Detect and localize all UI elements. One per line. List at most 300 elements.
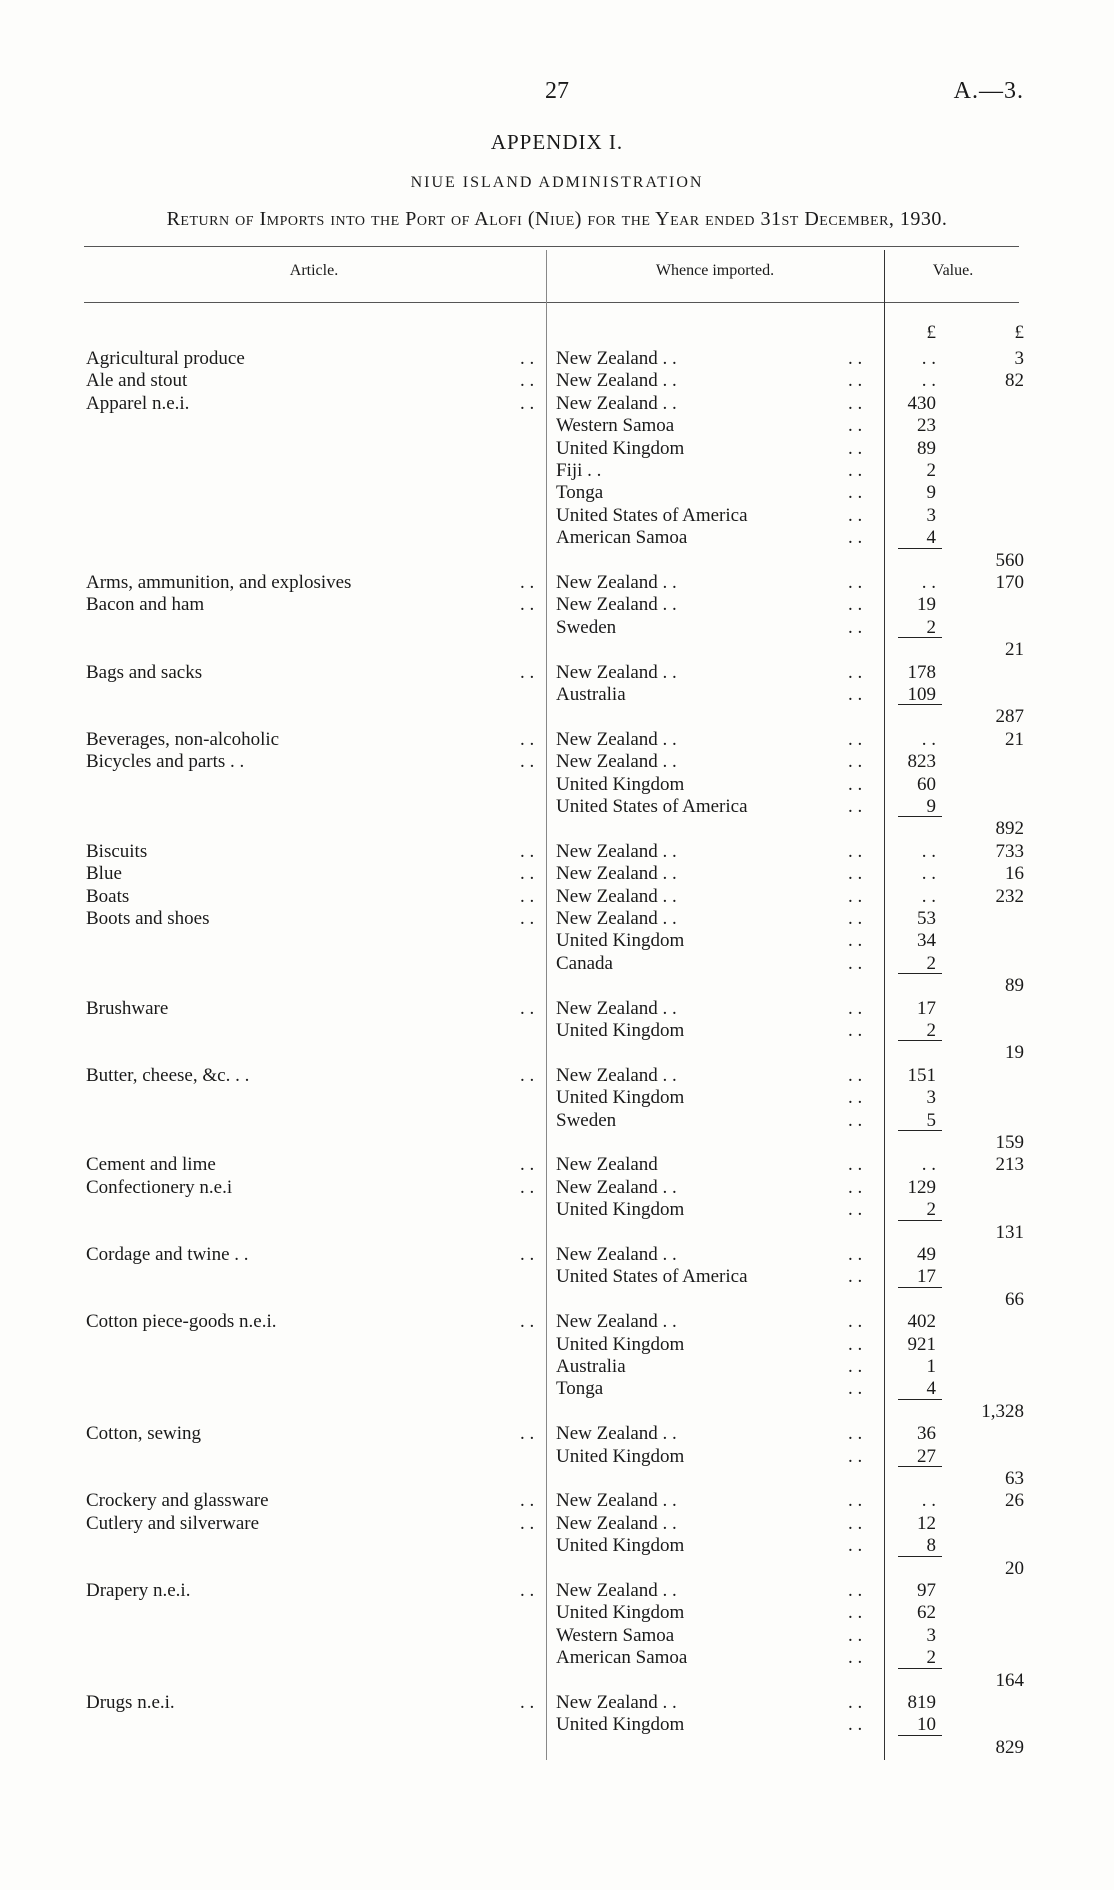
value-total: 560 xyxy=(995,549,1024,571)
value-by-country: 3 xyxy=(926,1087,936,1109)
country-name: United States of America xyxy=(556,504,748,526)
value-by-country: . . xyxy=(921,885,936,907)
country-name: United Kingdom xyxy=(556,1714,685,1736)
country-leader-dots: . . xyxy=(848,1266,863,1288)
value-by-country: 9 xyxy=(926,796,936,817)
country-leader-dots: . . xyxy=(848,1624,863,1646)
country-name: Western Samoa xyxy=(556,1624,675,1646)
table-row xyxy=(0,1692,1114,1714)
subtotal-rule xyxy=(898,637,942,638)
article-name: Butter, cheese, &c. . . xyxy=(86,1064,250,1086)
value-by-country: 4 xyxy=(926,527,936,549)
article-leader-dots: . . xyxy=(520,863,535,885)
country-name: Tonga xyxy=(556,482,604,504)
country-name: New Zealand . . xyxy=(556,1580,677,1601)
subtotal-rule xyxy=(898,1220,942,1221)
article-name: Drapery n.e.i. xyxy=(86,1580,191,1601)
table-row xyxy=(0,908,1114,930)
article-name: Cement and lime xyxy=(86,1154,216,1176)
country-name: Canada xyxy=(556,952,613,974)
article-leader-dots: . . xyxy=(520,1311,535,1333)
country-leader-dots: . . xyxy=(848,415,863,437)
table-row xyxy=(0,1401,1114,1423)
document-reference: A.—3. xyxy=(953,78,1024,104)
country-name: New Zealand . . xyxy=(556,908,677,929)
country-leader-dots: . . xyxy=(848,1647,863,1669)
article-name: Boats xyxy=(86,885,130,907)
article-name: Crockery and glassware xyxy=(86,1490,269,1512)
value-by-country: 49 xyxy=(917,1244,936,1265)
table-row xyxy=(0,370,1114,392)
subtotal-rule xyxy=(898,704,942,705)
value-total: 16 xyxy=(1005,863,1024,885)
country-name: United Kingdom xyxy=(556,1020,685,1041)
value-total: 21 xyxy=(1005,639,1024,661)
table-row xyxy=(0,1714,1114,1736)
article-name: Cordage and twine . . xyxy=(86,1244,249,1265)
table-row xyxy=(0,572,1114,594)
value-by-country: 2 xyxy=(926,1199,936,1221)
table-row xyxy=(0,953,1114,975)
value-total: 287 xyxy=(995,706,1024,728)
country-leader-dots: . . xyxy=(848,504,863,526)
article-name: Boots and shoes xyxy=(86,908,210,929)
table-row xyxy=(0,393,1114,415)
value-by-country: . . xyxy=(921,348,936,369)
country-leader-dots: . . xyxy=(848,728,863,750)
country-leader-dots: . . xyxy=(848,1512,863,1534)
value-by-country: 2 xyxy=(926,952,936,974)
table-row xyxy=(0,1289,1114,1311)
value-by-country: 823 xyxy=(907,751,936,773)
value-by-country: 17 xyxy=(917,1266,936,1288)
article-name: Arms, ammunition, and explosives xyxy=(86,572,352,593)
article-name: Cotton, sewing xyxy=(86,1423,202,1445)
table-row xyxy=(0,1334,1114,1356)
article-name: Confectionery n.e.i xyxy=(86,1176,233,1198)
return-title: Return of Imports into the Port of Alofi (Niue) for the Year ended 31st December, 1930. xyxy=(166,208,948,230)
value-total: 170 xyxy=(995,572,1024,593)
country-name: New Zealand . . xyxy=(556,751,677,773)
table-row xyxy=(0,438,1114,460)
article-leader-dots: . . xyxy=(520,1490,535,1512)
table-row xyxy=(0,1244,1114,1266)
country-leader-dots: . . xyxy=(848,1154,863,1176)
article-leader-dots: . . xyxy=(520,997,535,1019)
table-row xyxy=(0,1266,1114,1288)
table-row xyxy=(0,1602,1114,1624)
article-name: Cutlery and silverware xyxy=(86,1512,260,1534)
country-name: New Zealand . . xyxy=(556,840,677,862)
value-total: 89 xyxy=(1005,975,1024,997)
country-leader-dots: . . xyxy=(848,1602,863,1624)
value-by-country: 17 xyxy=(917,997,936,1019)
value-unit-pounds-2: £ xyxy=(1014,322,1024,343)
article-leader-dots: . . xyxy=(520,1580,535,1601)
article-leader-dots: . . xyxy=(520,1423,535,1445)
country-name: United Kingdom xyxy=(556,1199,685,1221)
table-top-rule xyxy=(84,246,1019,247)
table-row xyxy=(0,1020,1114,1042)
value-by-country: 53 xyxy=(917,908,936,929)
country-name: Fiji . . xyxy=(556,460,602,481)
article-name: Beverages, non-alcoholic xyxy=(86,728,280,750)
country-leader-dots: . . xyxy=(848,594,863,616)
value-by-country: 19 xyxy=(917,594,936,616)
country-name: Australia xyxy=(556,684,626,705)
table-row xyxy=(0,527,1114,549)
country-leader-dots: . . xyxy=(848,1311,863,1333)
value-by-country: 97 xyxy=(917,1580,936,1601)
country-leader-dots: . . xyxy=(848,1490,863,1512)
country-leader-dots: . . xyxy=(848,908,863,929)
country-leader-dots: . . xyxy=(848,460,863,481)
value-total: 19 xyxy=(1005,1042,1024,1064)
table-row xyxy=(0,1378,1114,1400)
table-row xyxy=(0,1222,1114,1244)
value-total: 82 xyxy=(1005,370,1024,392)
subtotal-rule xyxy=(898,1466,942,1467)
country-leader-dots: . . xyxy=(848,751,863,773)
article-name: Bags and sacks xyxy=(86,661,203,683)
value-by-country: 109 xyxy=(907,684,936,705)
value-by-country: 3 xyxy=(926,1624,936,1646)
table-row xyxy=(0,550,1114,572)
article-leader-dots: . . xyxy=(520,728,535,750)
value-total: 1,328 xyxy=(981,1400,1024,1422)
article-leader-dots: . . xyxy=(520,885,535,907)
table-row xyxy=(0,1490,1114,1512)
article-leader-dots: . . xyxy=(520,572,535,593)
article-leader-dots: . . xyxy=(520,1154,535,1176)
country-leader-dots: . . xyxy=(848,997,863,1019)
table-row xyxy=(0,1670,1114,1692)
value-by-country: 2 xyxy=(926,616,936,638)
table-row xyxy=(0,1423,1114,1445)
country-name: New Zealand . . xyxy=(556,348,677,369)
country-leader-dots: . . xyxy=(848,527,863,549)
country-leader-dots: . . xyxy=(848,437,863,459)
value-by-country: 430 xyxy=(907,392,936,414)
value-by-country: . . xyxy=(921,370,936,392)
page-number: 27 xyxy=(545,78,569,104)
country-name: United Kingdom xyxy=(556,1535,685,1557)
table-row xyxy=(0,1311,1114,1333)
article-name: Biscuits xyxy=(86,840,148,862)
table-row xyxy=(0,975,1114,997)
value-by-country: 819 xyxy=(907,1692,936,1713)
country-leader-dots: . . xyxy=(848,572,863,593)
value-total: 829 xyxy=(995,1736,1024,1758)
subtotal-rule xyxy=(898,973,942,974)
value-by-country: 8 xyxy=(926,1535,936,1557)
value-by-country: 3 xyxy=(926,504,936,526)
country-name: United Kingdom xyxy=(556,1602,685,1624)
country-leader-dots: . . xyxy=(848,1020,863,1041)
table-row xyxy=(0,1468,1114,1490)
country-name: New Zealand . . xyxy=(556,1311,677,1333)
value-by-country: 12 xyxy=(917,1512,936,1534)
table-row xyxy=(0,348,1114,370)
table-row xyxy=(0,1513,1114,1535)
value-total: 164 xyxy=(995,1669,1024,1691)
table-row xyxy=(0,594,1114,616)
country-name: New Zealand . . xyxy=(556,728,677,750)
country-leader-dots: . . xyxy=(848,1714,863,1736)
country-leader-dots: . . xyxy=(848,1445,863,1467)
value-by-country: . . xyxy=(921,840,936,862)
table-row xyxy=(0,482,1114,504)
article-name: Bacon and ham xyxy=(86,594,205,616)
country-leader-dots: . . xyxy=(848,661,863,683)
article-leader-dots: . . xyxy=(520,1244,535,1265)
value-total: 63 xyxy=(1005,1468,1024,1489)
country-leader-dots: . . xyxy=(848,1064,863,1086)
value-by-country: 60 xyxy=(917,773,936,795)
column-header-value: Value. xyxy=(932,262,974,279)
table-row xyxy=(0,774,1114,796)
article-leader-dots: . . xyxy=(520,1176,535,1198)
table-row xyxy=(0,1042,1114,1064)
value-total: 131 xyxy=(995,1221,1024,1243)
country-leader-dots: . . xyxy=(848,1378,863,1400)
subtotal-rule xyxy=(898,1040,942,1041)
table-row xyxy=(0,1446,1114,1468)
value-unit-pounds-1: £ xyxy=(926,322,936,343)
table-row xyxy=(0,796,1114,818)
country-name: Sweden xyxy=(556,616,617,638)
country-leader-dots: . . xyxy=(848,863,863,885)
subtotal-rule xyxy=(898,1399,942,1400)
country-name: New Zealand . . xyxy=(556,1176,677,1198)
value-by-country: 23 xyxy=(917,415,936,437)
table-row xyxy=(0,1110,1114,1132)
country-name: New Zealand . . xyxy=(556,863,677,885)
table-row xyxy=(0,1558,1114,1580)
table-row xyxy=(0,1065,1114,1087)
value-by-country: 62 xyxy=(917,1602,936,1624)
value-by-country: 36 xyxy=(917,1423,936,1445)
country-name: New Zealand . . xyxy=(556,1423,677,1445)
table-row xyxy=(0,1356,1114,1378)
table-row xyxy=(0,1737,1114,1759)
table-row xyxy=(0,662,1114,684)
table-row xyxy=(0,841,1114,863)
value-by-country: 9 xyxy=(926,482,936,504)
value-by-country: 2 xyxy=(926,1647,936,1669)
country-leader-dots: . . xyxy=(848,1356,863,1377)
value-by-country: . . xyxy=(921,863,936,885)
country-leader-dots: . . xyxy=(848,392,863,414)
country-leader-dots: . . xyxy=(848,1244,863,1265)
value-total: 232 xyxy=(995,885,1024,907)
value-by-country: . . xyxy=(921,1154,936,1176)
article-name: Blue xyxy=(86,863,122,885)
article-leader-dots: . . xyxy=(520,348,535,369)
table-row xyxy=(0,998,1114,1020)
column-header-article: Article. xyxy=(289,262,339,279)
table-row xyxy=(0,1087,1114,1109)
country-leader-dots: . . xyxy=(848,1580,863,1601)
subtotal-rule xyxy=(898,1287,942,1288)
country-leader-dots: . . xyxy=(848,616,863,638)
value-total: 213 xyxy=(995,1154,1024,1176)
article-leader-dots: . . xyxy=(520,751,535,773)
country-name: United Kingdom xyxy=(556,1087,685,1109)
country-name: New Zealand . . xyxy=(556,572,677,593)
header-bottom-rule xyxy=(84,302,1019,303)
country-leader-dots: . . xyxy=(848,796,863,817)
article-name: Apparel n.e.i. xyxy=(86,392,190,414)
country-leader-dots: . . xyxy=(848,482,863,504)
article-leader-dots: . . xyxy=(520,840,535,862)
value-by-country: 34 xyxy=(917,930,936,952)
article-leader-dots: . . xyxy=(520,908,535,929)
country-leader-dots: . . xyxy=(848,1333,863,1355)
country-leader-dots: . . xyxy=(848,930,863,952)
country-name: American Samoa xyxy=(556,1647,688,1669)
table-row xyxy=(0,639,1114,661)
country-leader-dots: . . xyxy=(848,1535,863,1557)
country-name: Sweden xyxy=(556,1109,617,1131)
country-name: New Zealand . . xyxy=(556,885,677,907)
table-row xyxy=(0,863,1114,885)
country-name: United States of America xyxy=(556,1266,748,1288)
country-name: American Samoa xyxy=(556,527,688,549)
table-row xyxy=(0,1154,1114,1176)
value-by-country: 178 xyxy=(907,661,936,683)
table-row xyxy=(0,1199,1114,1221)
administration-heading: NIUE ISLAND ADMINISTRATION xyxy=(410,174,704,191)
value-by-country: . . xyxy=(921,572,936,593)
country-name: New Zealand . . xyxy=(556,661,677,683)
value-total: 733 xyxy=(995,840,1024,862)
subtotal-rule xyxy=(898,1668,942,1669)
country-leader-dots: . . xyxy=(848,1692,863,1713)
article-leader-dots: . . xyxy=(520,1512,535,1534)
value-total: 3 xyxy=(1014,348,1024,369)
value-by-country: 1 xyxy=(926,1356,936,1377)
country-name: United States of America xyxy=(556,796,748,817)
country-name: New Zealand . . xyxy=(556,1490,677,1512)
country-name: United Kingdom xyxy=(556,1445,685,1467)
value-by-country: 4 xyxy=(926,1378,936,1400)
article-name: Brushware xyxy=(86,997,169,1019)
table-row xyxy=(0,751,1114,773)
value-total: 21 xyxy=(1005,728,1024,750)
value-total: 66 xyxy=(1005,1288,1024,1310)
article-leader-dots: . . xyxy=(520,392,535,414)
table-row xyxy=(0,1625,1114,1647)
value-total: 26 xyxy=(1005,1490,1024,1512)
table-row xyxy=(0,1132,1114,1154)
country-name: United Kingdom xyxy=(556,930,685,952)
country-leader-dots: . . xyxy=(848,952,863,974)
article-name: Bicycles and parts . . xyxy=(86,751,245,773)
country-name: New Zealand . . xyxy=(556,1064,677,1086)
country-name: New Zealand xyxy=(556,1154,658,1176)
value-by-country: 402 xyxy=(907,1311,936,1333)
country-leader-dots: . . xyxy=(848,1176,863,1198)
country-name: Tonga xyxy=(556,1378,604,1400)
table-row xyxy=(0,415,1114,437)
table-row xyxy=(0,1580,1114,1602)
value-by-country: 2 xyxy=(926,460,936,481)
country-name: New Zealand . . xyxy=(556,370,677,392)
country-name: New Zealand . . xyxy=(556,997,677,1019)
appendix-heading: APPENDIX I. xyxy=(490,130,624,154)
country-name: Australia xyxy=(556,1356,626,1377)
value-total: 159 xyxy=(995,1132,1024,1153)
table-row xyxy=(0,684,1114,706)
table-row xyxy=(0,706,1114,728)
column-header-whence: Whence imported. xyxy=(655,262,775,279)
country-leader-dots: . . xyxy=(848,684,863,705)
table-row xyxy=(0,617,1114,639)
country-name: New Zealand . . xyxy=(556,1692,677,1713)
value-by-country: 921 xyxy=(907,1333,936,1355)
article-leader-dots: . . xyxy=(520,594,535,616)
country-name: New Zealand . . xyxy=(556,392,677,414)
value-by-country: 2 xyxy=(926,1020,936,1041)
table-row xyxy=(0,729,1114,751)
country-leader-dots: . . xyxy=(848,885,863,907)
article-name: Drugs n.e.i. xyxy=(86,1692,175,1713)
value-by-country: 89 xyxy=(917,437,936,459)
article-leader-dots: . . xyxy=(520,1064,535,1086)
article-name: Agricultural produce xyxy=(86,348,245,369)
value-by-country: 5 xyxy=(926,1109,936,1131)
table-row xyxy=(0,1535,1114,1557)
value-by-country: . . xyxy=(921,1490,936,1512)
value-by-country: 129 xyxy=(907,1176,936,1198)
value-total: 20 xyxy=(1005,1557,1024,1579)
article-leader-dots: . . xyxy=(520,370,535,392)
subtotal-rule xyxy=(898,1735,942,1736)
table-row xyxy=(0,460,1114,482)
table-row xyxy=(0,505,1114,527)
country-name: United Kingdom xyxy=(556,437,685,459)
value-by-country: 27 xyxy=(917,1445,936,1467)
table-row xyxy=(0,930,1114,952)
country-leader-dots: . . xyxy=(848,773,863,795)
subtotal-rule xyxy=(898,1556,942,1557)
country-leader-dots: . . xyxy=(848,1423,863,1445)
table-row xyxy=(0,818,1114,840)
table-row xyxy=(0,886,1114,908)
country-name: New Zealand . . xyxy=(556,1244,677,1265)
value-by-country: . . xyxy=(921,728,936,750)
table-row xyxy=(0,1647,1114,1669)
country-name: Western Samoa xyxy=(556,415,675,437)
country-name: New Zealand . . xyxy=(556,1512,677,1534)
country-leader-dots: . . xyxy=(848,1109,863,1131)
article-leader-dots: . . xyxy=(520,661,535,683)
table-row xyxy=(0,1177,1114,1199)
country-leader-dots: . . xyxy=(848,840,863,862)
country-leader-dots: . . xyxy=(848,370,863,392)
value-total: 892 xyxy=(995,818,1024,840)
subtotal-rule xyxy=(898,1130,942,1131)
value-by-country: 10 xyxy=(917,1714,936,1736)
article-leader-dots: . . xyxy=(520,1692,535,1713)
subtotal-rule xyxy=(898,548,942,549)
value-by-country: 151 xyxy=(907,1064,936,1086)
article-name: Ale and stout xyxy=(86,370,188,392)
country-leader-dots: . . xyxy=(848,348,863,369)
country-name: New Zealand . . xyxy=(556,594,677,616)
article-name: Cotton piece-goods n.e.i. xyxy=(86,1311,277,1333)
